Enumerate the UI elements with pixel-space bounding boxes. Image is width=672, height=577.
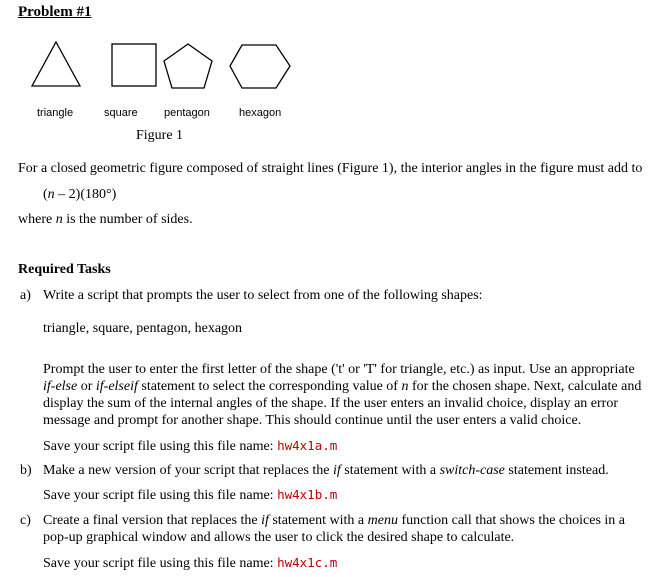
text-span: statement with a: [268, 513, 368, 528]
square-label: square: [104, 107, 138, 119]
task-a-para-line3: display the sum of the internal angles of the shape. If the user enters an invalid choice, display an error: [43, 396, 618, 411]
task-c-text: [43, 513, 625, 529]
where-line: where n is the number of sides.: [18, 212, 193, 227]
text-span: statement instead.: [504, 463, 609, 478]
if-else-term: if-else: [43, 379, 78, 394]
shapes-figure: [30, 40, 292, 92]
task-a-para-line2: [43, 379, 641, 395]
intro-line: For a closed geometric figure composed of straight lines (Figure 1), the interior angles in the figure must add to: [18, 161, 643, 176]
task-b-text: [43, 463, 609, 479]
if-term: if: [333, 463, 341, 478]
n-variable: n: [401, 379, 409, 394]
save-prefix: Save your script file using this file name:: [43, 556, 278, 571]
page-title: Problem #1: [18, 4, 92, 20]
task-c-save: [43, 555, 337, 572]
required-heading: Required Tasks: [18, 262, 111, 277]
task-b-save: [43, 487, 337, 504]
task-a-options: triangle, square, pentagon, hexagon: [43, 321, 243, 336]
file-name: hw4x1c.m: [277, 555, 338, 570]
task-b-marker: b): [20, 463, 32, 478]
text-span: function call that shows the choices in a: [397, 513, 626, 528]
text-span: statement with a: [340, 463, 440, 478]
text-span: for the chosen shape. Next, calculate and: [408, 379, 642, 394]
task-a-save: [43, 438, 337, 455]
square-icon: [112, 44, 156, 86]
task-c-marker: c): [20, 513, 31, 528]
task-a-para-line4: message and prompt for another shape. This should continue until the user enters a valid choice.: [43, 413, 582, 428]
menu-term: menu: [367, 513, 398, 528]
triangle-icon: [32, 42, 80, 86]
if-term: if: [261, 513, 269, 528]
pentagon-icon: [164, 44, 212, 88]
hexagon-label: hexagon: [239, 107, 282, 119]
pentagon-label: pentagon: [164, 107, 210, 119]
task-a-para-line1: Prompt the user to enter the first letter of the shape ('t' or 'T' for triangle, etc.) as input. Use an appropriate: [43, 362, 635, 377]
triangle-label: triangle: [37, 107, 74, 119]
formula: (n – 2)(180°): [43, 187, 117, 202]
task-c-text-line2: pop-up graphical window and allows the user to click the desired shape to calculate.: [43, 530, 515, 545]
task-a-text: Write a script that prompts the user to select from one of the following shapes:: [43, 288, 483, 303]
file-name: hw4x1b.m: [277, 487, 338, 502]
hexagon-icon: [230, 45, 290, 88]
if-elseif-term: if-elseif: [95, 379, 138, 394]
text-span: or: [77, 379, 96, 394]
figure-caption: Figure 1: [136, 128, 184, 143]
text-span: Create a final version that replaces the: [43, 513, 262, 528]
task-a-marker: a): [20, 288, 31, 303]
text-span: Make a new version of your script that replaces the: [43, 463, 334, 478]
file-name: hw4x1a.m: [277, 438, 338, 453]
save-prefix: Save your script file using this file name:: [43, 488, 278, 503]
switch-case-term: switch-case: [439, 463, 505, 478]
text-span: statement to select the corresponding value of: [137, 379, 402, 394]
save-prefix: Save your script file using this file name:: [43, 439, 278, 454]
